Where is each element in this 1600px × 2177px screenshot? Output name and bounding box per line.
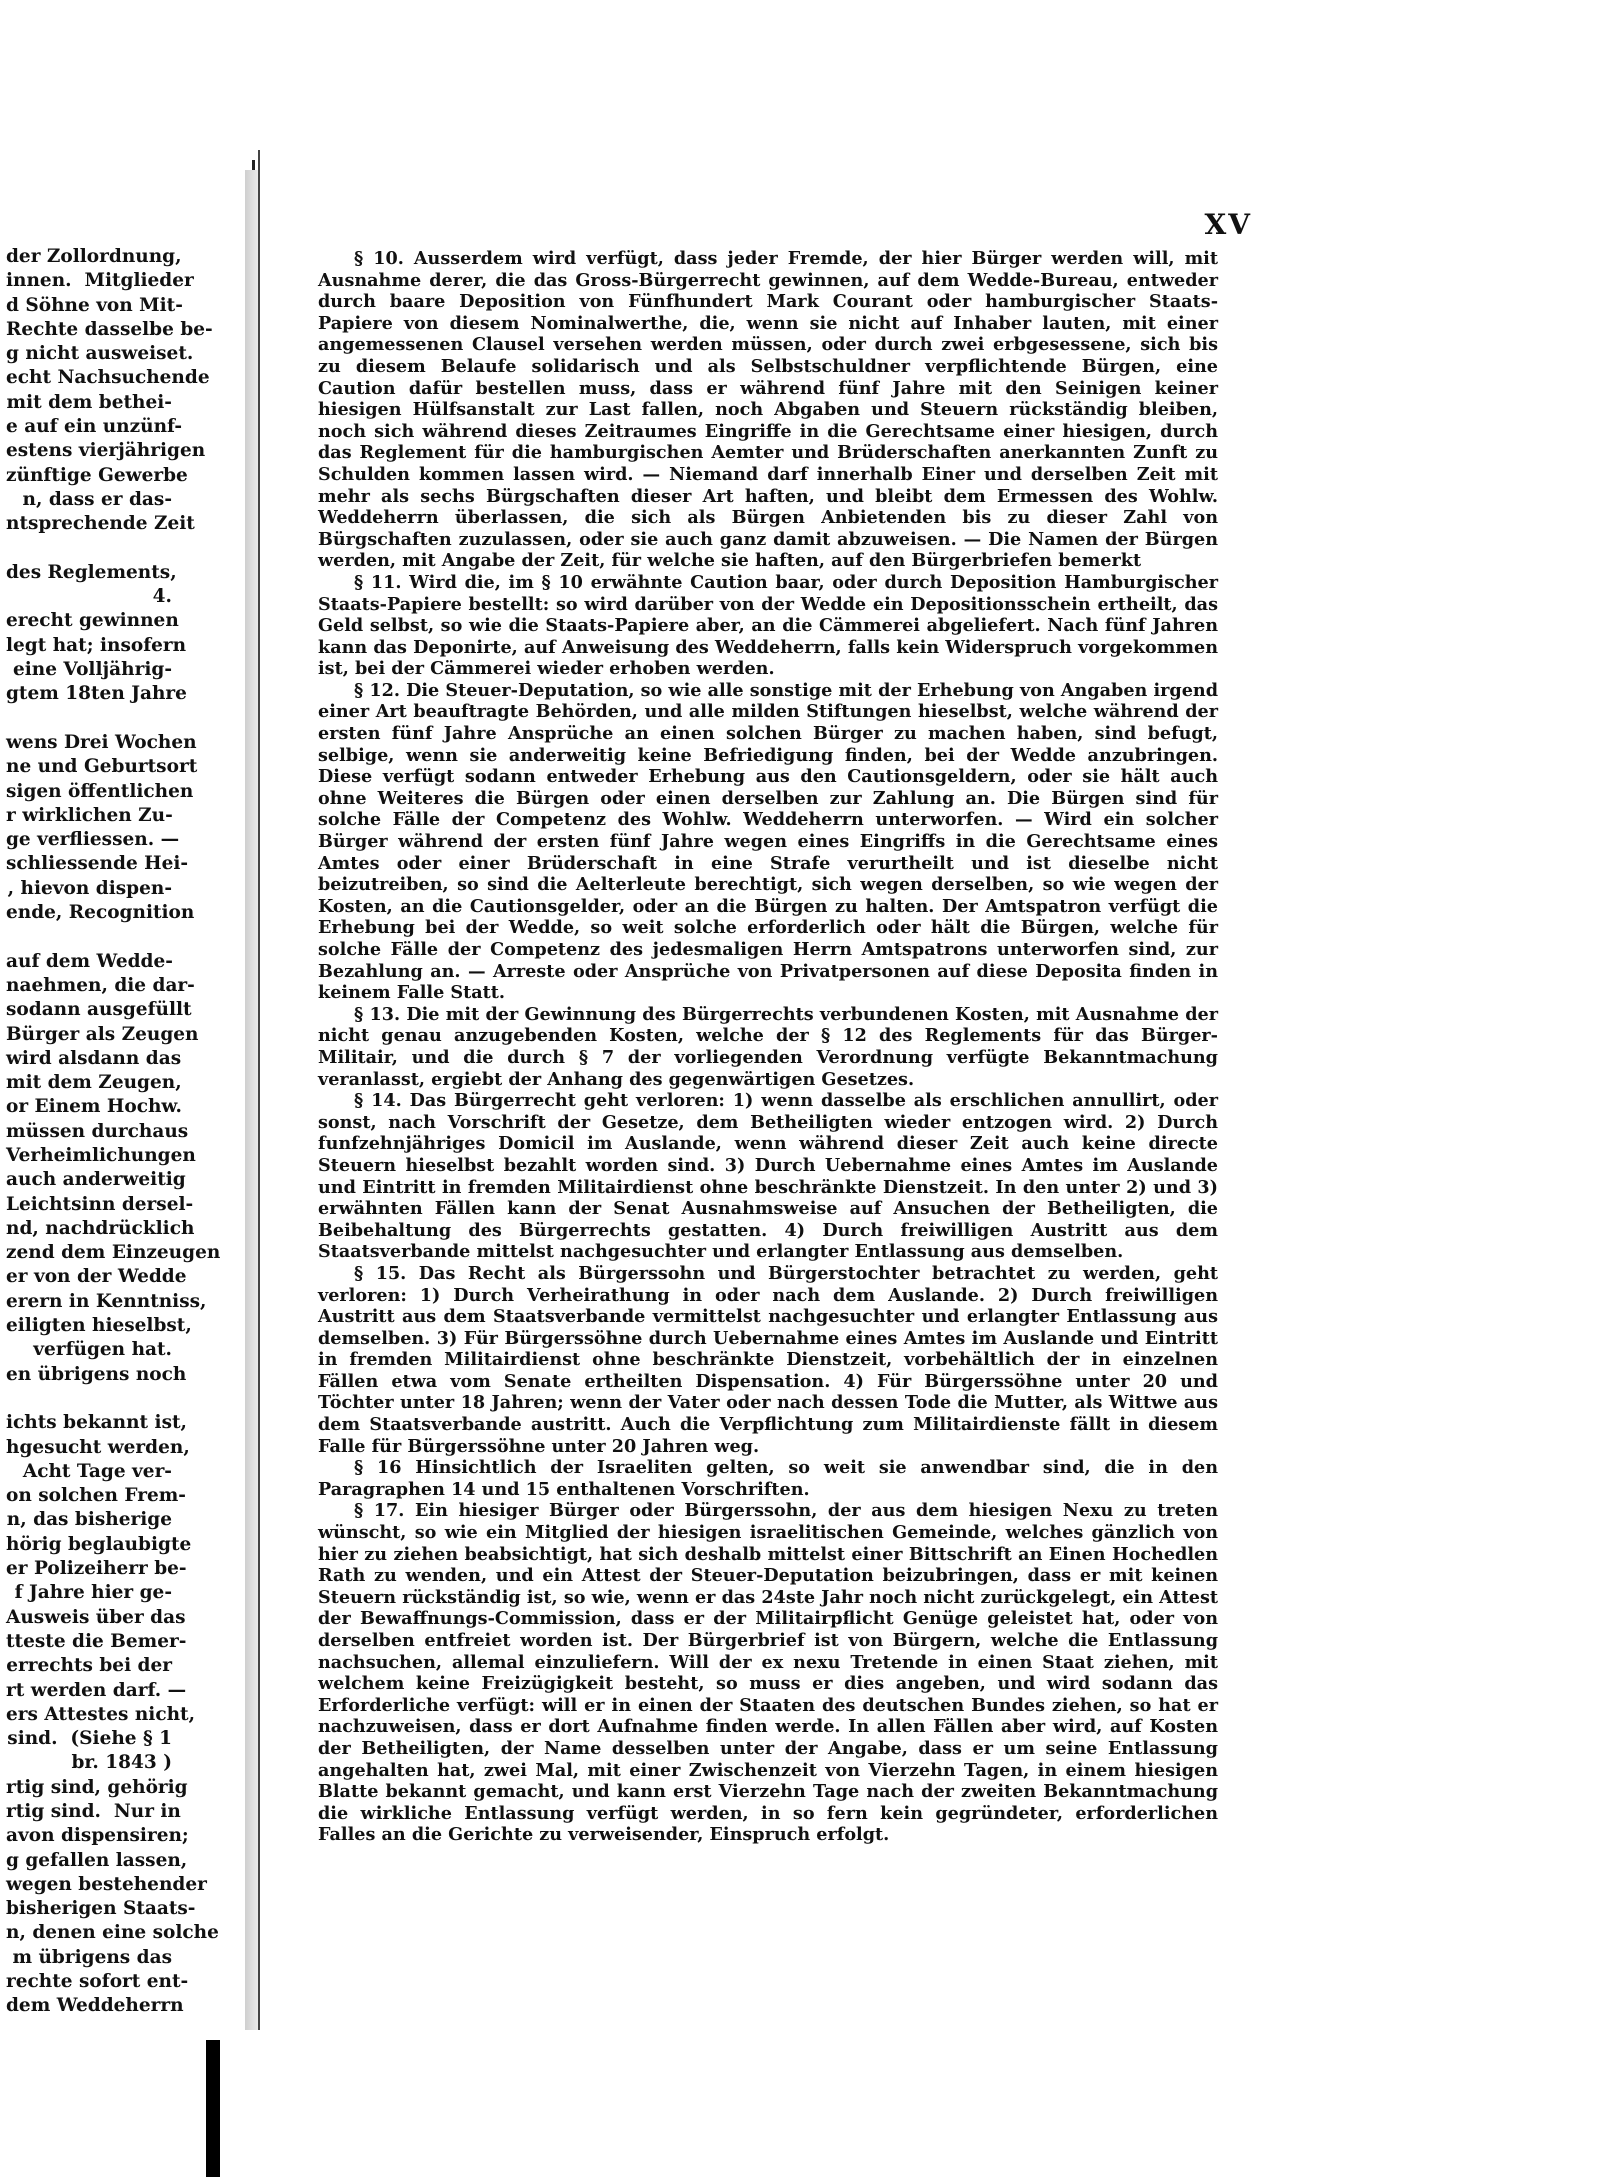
left-page-line: Rechte dasselbe be-	[6, 318, 213, 340]
left-page-line: hörig beglaubigte	[6, 1533, 192, 1555]
left-page-line: sodann ausgefüllt	[6, 999, 192, 1021]
left-page-line: eiligten hieselbst,	[6, 1315, 192, 1337]
left-page-line: d Söhne von Mit-	[6, 294, 183, 316]
paragraph-17: § 17. Ein hiesiger Bürger oder Bürgerssohn, der aus dem hiesigen Nexu zu treten wünscht, so wie ein Mitglied der hiesigen israelitischen Gemeinde, welches gänzlich von hier zu ziehen beabsichtigt, hat sich deshalb mittelst einer Bittschrift an Einen Hochedlen Rath zu wenden, und ein Attest der Steuer-Deputation beizubringen, dass er mit keinen Steuern rückständig ist, so wie, wenn er das 24ste Jahr noch nicht zurückgelegt, ein Attest der Bewaffnungs-Commission, dass er der Militairpflicht Genüge geleistet hat, oder von derselben entfreiet worden ist. Der Bürgerbrief ist von Bürgern, welche die Entlassung nachsuchen, allemal einzuliefern. Will der ex nexu Tretende in einen Staat ziehen, mit welchem keine Freizügigkeit besteht, so muss er dies angeben, und wird sodann das Erforderliche verfügt: will er in einen der Staaten des deutschen Bundes ziehen, so hat er nachzuweisen, dass er dort Aufnahme finden werde. In allen Fällen aber wird, auf Kosten der Betheiligten, der Name desselben unter der Angabe, dass er um seine Entlassung angehalten hat, zwei Mal, mit einer Zwischenzeit von Vierzehn Tagen, in einem hiesigen Blatte bekannt gemacht, und kann erst Vierzehn Tage nach der zweiten Bekanntmachung die wirkliche Entlassung verfügt werden, in so fern kein gegründeter, erforderlichen Falles an die Gerichte zu verweisender, Einspruch erfolgt.	[318, 1500, 1218, 1846]
left-page-line: gtem 18ten Jahre	[6, 683, 187, 705]
left-page-line: ne und Geburtsort	[6, 756, 198, 778]
left-page-line: Acht Tage ver-	[22, 1460, 172, 1482]
left-page-line: legt hat; insofern	[6, 634, 187, 656]
left-page-line: dem Weddeherrn	[6, 1995, 184, 2017]
left-page-line: erern in Kenntniss,	[6, 1290, 207, 1312]
paragraph-11: § 11. Wird die, im § 10 erwähnte Caution baar, oder durch Deposition Hamburgischer Staats-Papiere bestellt: so wird darüber von der Wedde ein Depositionsschein ertheilt, das Geld selbst, so wie die Staats-Papiere aber, an die Cämmerei abgeliefert. Nach fünf Jahren kann das Deponirte, auf Anweisung des Weddeherrn, falls kein Widerspruch vorgekommen ist, bei der Cämmerei wieder erhoben werden.	[318, 571, 1218, 680]
left-page-line: g nicht ausweiset.	[6, 343, 194, 365]
left-page-line: ichts bekannt ist,	[6, 1412, 187, 1434]
left-page-line: rtig sind, gehörig	[6, 1776, 188, 1798]
left-page-line: ers Attestes nicht,	[6, 1703, 196, 1725]
left-page-line: Leichtsinn dersel-	[6, 1193, 194, 1215]
left-page-line: innen. Mitglieder	[6, 270, 194, 292]
paragraph-13: § 13. Die mit der Gewinnung des Bürgerrechts verbundenen Kosten, mit Ausnahme der nicht genau anzugebenden Kosten, welche der § 12 des Reglements für das Bürger-Militair, und die durch § 7 der vorliegenden Verordnung verfügte Bekanntmachung veranlasst, ergiebt der Anhang des gegenwärtigen Gesetzes.	[318, 1003, 1218, 1090]
paragraph-16: § 16 Hinsichtlich der Israeliten gelten, so weit sie anwendbar sind, die in den Paragraphen 14 und 15 enthaltenen Vorschriften.	[318, 1457, 1218, 1500]
left-page-line: estens vierjährigen	[6, 440, 206, 462]
left-page-line: wird alsdann das	[6, 1047, 182, 1069]
left-page-line: on solchen Frem-	[6, 1485, 186, 1507]
paragraph-10: § 10. Ausserdem wird verfügt, dass jeder Fremde, der hier Bürger werden will, mit Ausnahme derer, die das Gross-Bürgerrecht gewinnen, auf dem Wedde-Bureau, entweder durch baare Deposition von Fünfhundert Mark Courant oder hamburgischer Staats-Papiere von diesem Nominalwerthe, die, wenn sie nicht auf Inhaber lauten, mit einer angemessenen Clausel versehen werden müssen, oder durch zwei erbgesessene, sich bis zu diesem Belaufe solidarisch und als Selbstschuldner verpflichtende Bürgen, eine Caution dafür bestellen muss, dass er während fünf Jahre mit den Seinigen keiner hiesigen Hülfsanstalt zur Last fallen, noch Abgaben und Steuern rückständig bleiben, noch sich während dieses Zeitraumes Eingriffe in die Gerechtsame einer hiesigen, durch das Reglement für die hamburgischen Aemter und Brüderschaften anerkannten Zunft zu Schulden kommen lassen wird. — Niemand darf innerhalb Einer und derselben Zeit mit mehr als sechs Bürgschaften dieser Art haften, und bleibt dem Ermessen des Wohlw. Weddeherrn überlassen, die sich als Bürgen Anbietenden bis zu dieser Zahl von Bürgschaften zuzulassen, oder sie auch ganz damit abzuweisen. — Die Namen der Bürgen werden, mit Angabe der Zeit, für welche sie haften, auf den Bürgerbriefen bemerkt	[318, 248, 1218, 572]
left-page-line: en übrigens noch	[6, 1363, 187, 1385]
left-page-line: verfügen hat.	[33, 1339, 172, 1361]
left-page-line: 4.	[152, 586, 172, 608]
left-page-line: rechte sofort ent-	[6, 1971, 189, 1993]
paragraph-14: § 14. Das Bürgerrecht geht verloren: 1) wenn dasselbe als erschlichen annullirt, oder sonst, nach Vorschrift der Gesetze, dem Betheiligten wieder entzogen wird. 2) Durch funfzehnjähriges Domicil im Auslande, wenn während dieser Zeit auch keine directe Steuern hieselbst bezahlt worden sind. 3) Durch Uebernahme eines Amtes im Auslande und Eintritt in fremden Militairdienst ohne beschränkte Dienstzeit. In den unter 2) und 3) erwähnten Fällen kann der Senat Ausnahmsweise auf Ansuchen der Betheiligten, die Beibehaltung des Bürgerrechts gestatten. 4) Durch freiwilligen Austritt aus dem Staatsverbande mittelst nachgesuchter und erlangter Entlassung aus demselben.	[318, 1090, 1218, 1263]
binding-edge	[206, 2040, 220, 2177]
left-page-line: er von der Wedde	[6, 1266, 187, 1288]
left-page-line: erecht gewinnen	[6, 610, 179, 632]
left-page-line: errechts bei der	[6, 1655, 172, 1677]
left-page-line	[6, 537, 172, 561]
page-number: XV	[1204, 208, 1252, 241]
left-page-line: rt werden darf. —	[6, 1679, 187, 1701]
left-page-line: or Einem Hochw.	[6, 1096, 182, 1118]
left-page-line	[6, 1387, 172, 1411]
page-body	[318, 248, 1218, 1846]
left-page-line: ge verfliessen. —	[6, 829, 180, 851]
left-page-line: ende, Recognition	[6, 902, 195, 924]
left-page-line: schliessende Hei-	[6, 853, 189, 875]
left-page-line: des Reglements,	[6, 561, 177, 583]
left-page-line: sigen öffentlichen	[6, 780, 194, 802]
left-page-line: tteste die Bemer-	[6, 1630, 187, 1652]
right-page	[258, 150, 1278, 2035]
left-page-line: wens Drei Wochen	[6, 731, 197, 753]
left-page-line: n, denen eine solche	[6, 1922, 219, 1944]
left-page-line: br. 1843 )	[71, 1752, 172, 1774]
left-page-line: n, dass er das-	[22, 488, 172, 510]
scan-margin	[0, 2030, 1600, 2177]
left-page-line: müssen durchaus	[6, 1120, 189, 1142]
left-page-line: f Jahre hier ge-	[14, 1582, 172, 1604]
left-page-line	[6, 707, 172, 731]
left-page-line: sind. (Siehe § 1	[7, 1728, 172, 1750]
left-page-line: bisherigen Staats-	[6, 1898, 196, 1920]
left-page-line: Ausweis über das	[6, 1606, 186, 1628]
left-page-line: eine Volljährig-	[12, 659, 172, 681]
left-page-line: nd, nachdrücklich	[6, 1217, 195, 1239]
left-page-line	[6, 925, 172, 949]
left-page-line: auch anderweitig	[6, 1169, 186, 1191]
left-page-line: e auf ein unzünf-	[6, 416, 183, 438]
left-page-line: echt Nachsuchende	[6, 367, 210, 389]
left-page-line: , hievon dispen-	[7, 877, 172, 899]
paragraph-12: § 12. Die Steuer-Deputation, so wie alle sonstige mit der Erhebung von Angaben irgend einer Art beauftragte Behörden, und alle milden Stiftungen hieselbst, welche während der ersten fünf Jahre Ansprüche an einen solchen Bürger zu machen haben, sind befugt, selbige, wenn sie anderweitig keine Befriedigung finden, bei der Wedde anzubringen. Diese verfügt sodann entweder Erhebung aus den Cautionsgeldern, oder sie hält auch ohne Weiteres die Bürgen oder einen derselben zur Zahlung an. Die Bürgen sind für solche Fälle der Competenz des Wohlw. Weddeherrn unterworfen. — Wird ein solcher Bürger während der ersten fünf Jahre wegen eines Eingriffs in die Gerechtsame eines Amtes oder einer Brüderschaft in eine Strafe verurtheilt und ist dieselbe nicht beizutreiben, so sind die Aelterleute berechtigt, sich wegen derselben, so wie wegen der Kosten, an die Cautionsgelder, oder an die Bürgen zu halten. Der Amtspatron verfügt die Erhebung bei der Wedde, so weit solche erforderlich oder hält die Bürgen, welche für solche Fälle der Competenz des jedesmaligen Herrn Amtspatrons unterworfen sind, zur Bezahlung an. — Arreste oder Ansprüche von Privatpersonen auf diese Deposita finden in keinem Falle Statt.	[318, 679, 1218, 1004]
left-page-line: m übrigens das	[12, 1946, 172, 1968]
left-page-line: avon dispensiren;	[6, 1825, 189, 1847]
left-page-line: er Polizeiherr be-	[6, 1558, 187, 1580]
left-page-line: Verheimlichungen	[6, 1144, 196, 1166]
left-page-line: ntsprechende Zeit	[6, 513, 195, 535]
left-page-line: rtig sind. Nur in	[6, 1801, 181, 1822]
left-page-line: hgesucht werden,	[6, 1436, 190, 1458]
left-page-line: mit dem bethei-	[6, 391, 172, 413]
left-page-line: naehmen, die dar-	[6, 974, 195, 996]
left-page-line: Bürger als Zeugen	[6, 1023, 199, 1045]
left-page-line: g gefallen lassen,	[6, 1849, 188, 1871]
left-page-line: der Zollordnung,	[6, 246, 182, 267]
left-page-line: zend dem Einzeugen	[6, 1242, 221, 1264]
left-page-line: r wirklichen Zu-	[6, 804, 173, 826]
left-page-line: n, das bisherige	[6, 1509, 172, 1531]
left-page-line: wegen bestehender	[6, 1873, 207, 1895]
paragraph-15: § 15. Das Recht als Bürgerssohn und Bürgerstochter betrachtet zu werden, geht verloren: 1) Durch Verheirathung in oder nach dem Auslande. 2) Durch freiwilligen Austritt aus dem Staatsverbande vermittelst nachgesuchter und erlangter Entlassung aus demselben. 3) Für Bürgerssöhne durch Uebernahme eines Amtes im Auslande und Eintritt in fremden Militairdienst ohne beschränkte Dienstzeit, vorbehältlich der in einzelnen Fällen etwa vom Senate ertheilten Dispensation. 4) Für Bürgerssöhne unter 20 und Töchter unter 18 Jahren; wenn der Vater oder nach dessen Tode die Mutter, als Wittwe aus dem Staatsverbande austritt. Auch die Verpflichtung zum Militairdienste fällt in diesem Falle für Bürgerssöhne unter 20 Jahren weg.	[318, 1262, 1218, 1457]
left-page-line: mit dem Zeugen,	[6, 1072, 182, 1094]
left-page-line: auf dem Wedde-	[6, 950, 173, 972]
left-page	[0, 160, 255, 2030]
left-page-line: zünftige Gewerbe	[6, 464, 188, 486]
left-page-text	[6, 245, 221, 2019]
